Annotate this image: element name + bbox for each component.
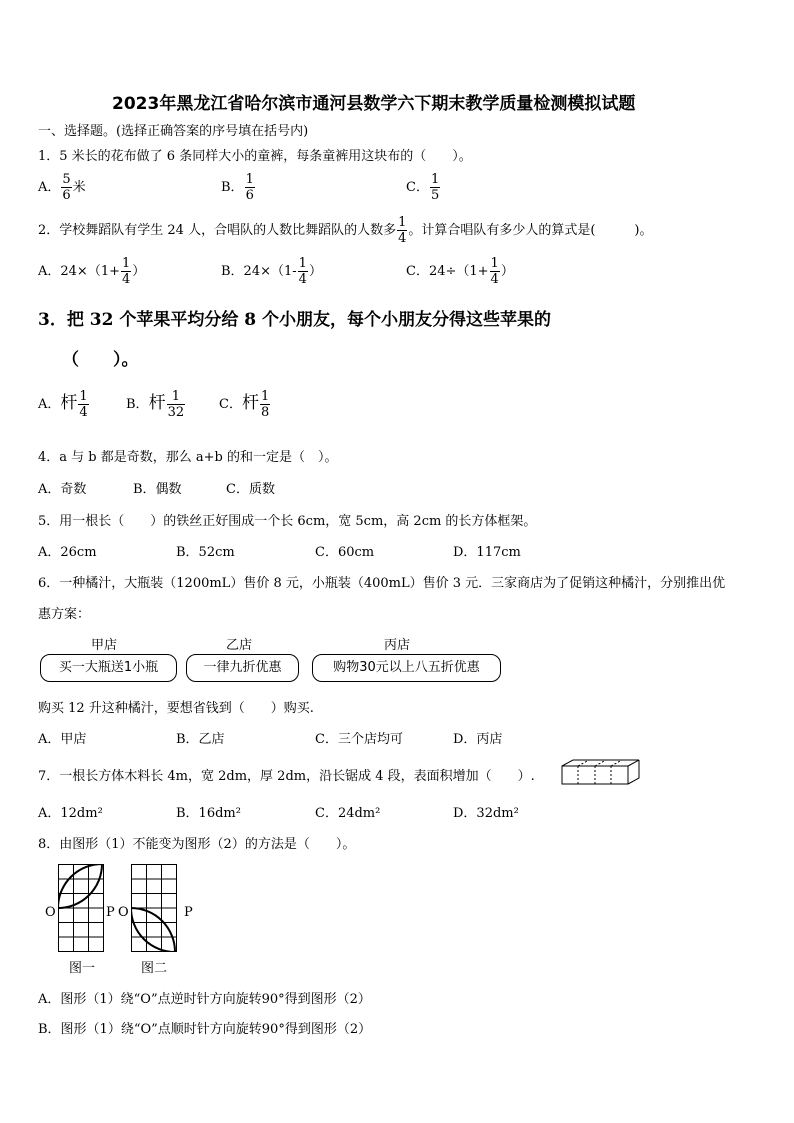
- offer-box-jia: 买一大瓶送1小瓶: [40, 654, 177, 682]
- point-p-label: P: [106, 905, 115, 920]
- shop-label-bing: 丙店: [384, 638, 411, 653]
- caption-figure-one: 图一: [69, 961, 96, 976]
- q7-option-a[interactable]: A．12dm²: [38, 806, 103, 821]
- fraction: [430, 172, 440, 203]
- point-o-label: O: [118, 905, 129, 920]
- numerator: 1: [490, 256, 499, 271]
- numerator: 1: [167, 389, 186, 405]
- option-suffix: ）: [132, 264, 146, 279]
- option-prefix: A．24×（1+: [38, 264, 120, 279]
- denominator: 4: [398, 231, 407, 246]
- option-prefix: C．24÷（1+: [406, 264, 489, 279]
- q4-option-b[interactable]: B．偶数: [133, 482, 182, 497]
- numerator: 1: [298, 256, 307, 271]
- q7-stem: 7．一根长方体木料长 4m，宽 2dm，厚 2dm，沿长锯成 4 段，表面积增加（ ）.: [38, 769, 535, 784]
- q8-option-b[interactable]: B．图形（1）绕“O”点顺时针方向旋转90°得到图形（2）: [38, 1022, 372, 1037]
- q7-option-b[interactable]: B．16dm²: [176, 806, 241, 821]
- option-glyph: 杆: [148, 393, 166, 413]
- q4-stem: 4．a 与 b 都是奇数，那么 a+b 的和一定是（ ）。: [38, 450, 338, 465]
- q3-option-c[interactable]: [219, 388, 271, 420]
- q6-stem-line2: 惠方案：: [38, 607, 91, 622]
- figure-two: [131, 864, 177, 952]
- option-prefix: B．: [126, 397, 149, 412]
- q5-option-b[interactable]: B．52cm: [176, 545, 235, 560]
- q6-option-d[interactable]: D．丙店: [453, 732, 503, 747]
- cuboid-figure: [560, 758, 642, 786]
- numerator: 1: [79, 389, 88, 404]
- fraction: [298, 256, 308, 287]
- fraction: [78, 389, 88, 420]
- fraction: [397, 215, 407, 246]
- numerator: 1: [398, 215, 407, 230]
- q2-stem: [38, 215, 653, 246]
- q1-option-b[interactable]: [221, 172, 256, 203]
- denominator: 6: [245, 188, 254, 203]
- stem-text: 2．学校舞蹈队有学生 24 人，合唱队的人数比舞蹈队的人数多: [38, 223, 397, 238]
- denominator: 4: [298, 272, 307, 287]
- point-p-label: P: [184, 905, 193, 920]
- q3-stem: 3．把 32 个苹果平均分给 8 个小朋友，每个小朋友分得这些苹果的: [38, 310, 551, 330]
- q7-option-c[interactable]: C．24dm²: [315, 806, 381, 821]
- caption-figure-two: 图二: [141, 961, 168, 976]
- section-heading: 一、选择题。(选择正确答案的序号填在括号内): [38, 124, 309, 139]
- denominator: 6: [62, 188, 71, 203]
- q5-stem: 5．用一根长（ ）的铁丝正好围成一个长 6cm，宽 5cm，高 2cm 的长方体框架。: [38, 514, 537, 529]
- q6-option-b[interactable]: B．乙店: [176, 732, 225, 747]
- q3-option-b[interactable]: [126, 388, 186, 420]
- denominator: 8: [260, 405, 270, 420]
- denominator: 4: [122, 272, 131, 287]
- option-prefix: A．: [38, 397, 61, 412]
- option-glyph: 杆: [241, 393, 259, 413]
- q2-option-a[interactable]: [38, 256, 145, 287]
- q3-option-a[interactable]: [38, 388, 90, 420]
- numerator: 5: [62, 172, 71, 187]
- option-glyph: 杆: [60, 393, 78, 413]
- q4-option-a[interactable]: A．奇数: [38, 482, 87, 497]
- option-prefix: C．: [219, 397, 242, 412]
- q5-option-a[interactable]: A．26cm: [38, 545, 97, 560]
- unit: 米: [72, 180, 86, 195]
- stem-text: 。计算合唱队有多少人的算式是( )。: [408, 223, 653, 238]
- denominator: 4: [79, 405, 88, 420]
- fraction: [121, 256, 131, 287]
- numerator: 1: [430, 172, 440, 187]
- numerator: 1: [260, 389, 270, 404]
- q2-option-b[interactable]: [221, 256, 322, 287]
- q3-blank: （ ）。: [62, 350, 139, 370]
- shop-label-jia: 甲店: [91, 638, 118, 653]
- numerator: 1: [122, 256, 131, 271]
- q6-stem-line3: 购买 12 升这种橘汁，要想省钱到（ ）购买.: [38, 701, 314, 716]
- q8-stem: 8．由图形（1）不能变为图形（2）的方法是（ ）。: [38, 837, 356, 852]
- q1-option-a[interactable]: [38, 172, 86, 203]
- q8-option-a[interactable]: A．图形（1）绕“O”点逆时针方向旋转90°得到图形（2）: [38, 992, 371, 1007]
- option-suffix: ）: [500, 264, 514, 279]
- q7-option-d[interactable]: D．32dm²: [453, 806, 519, 821]
- point-o-label: O: [45, 905, 56, 920]
- offer-box-bing: 购物30元以上八五折优惠: [312, 654, 501, 682]
- fraction: [245, 172, 255, 203]
- q2-option-c[interactable]: [406, 256, 514, 287]
- q6-option-a[interactable]: A．甲店: [38, 732, 87, 747]
- q1-option-c[interactable]: [406, 172, 441, 203]
- denominator: 32: [167, 405, 185, 420]
- denominator: 5: [430, 188, 440, 203]
- fraction: [61, 172, 71, 203]
- offer-box-yi: 一律九折优惠: [186, 654, 299, 682]
- figure-one: [58, 864, 104, 952]
- numerator: 1: [245, 172, 254, 187]
- fraction: [490, 256, 500, 287]
- option-prefix: C．: [406, 180, 429, 195]
- fraction: [260, 389, 270, 420]
- page-title: 2023年黑龙江省哈尔滨市通河县数学六下期末教学质量检测模拟试题: [112, 94, 636, 114]
- q5-option-c[interactable]: C．60cm: [315, 545, 375, 560]
- q1-stem: 1．5 米长的花布做了 6 条同样大小的童裤，每条童裤用这块布的（ ）。: [38, 149, 472, 164]
- q5-option-d[interactable]: D．117cm: [453, 545, 521, 560]
- q6-option-c[interactable]: C．三个店均可: [315, 732, 403, 747]
- option-prefix: B．24×（1-: [221, 264, 297, 279]
- denominator: 4: [490, 272, 499, 287]
- q6-stem-line1: 6．一种橘汁，大瓶装（1200mL）售价 8 元，小瓶装（400mL）售价 3 元．三家商店为了促销这种橘汁，分别推出优: [38, 576, 726, 591]
- option-prefix: A．: [38, 180, 61, 195]
- q4-option-c[interactable]: C．质数: [226, 482, 275, 497]
- shop-label-yi: 乙店: [226, 638, 253, 653]
- fraction: [167, 389, 186, 420]
- option-prefix: B．: [221, 180, 244, 195]
- option-suffix: ）: [308, 264, 322, 279]
